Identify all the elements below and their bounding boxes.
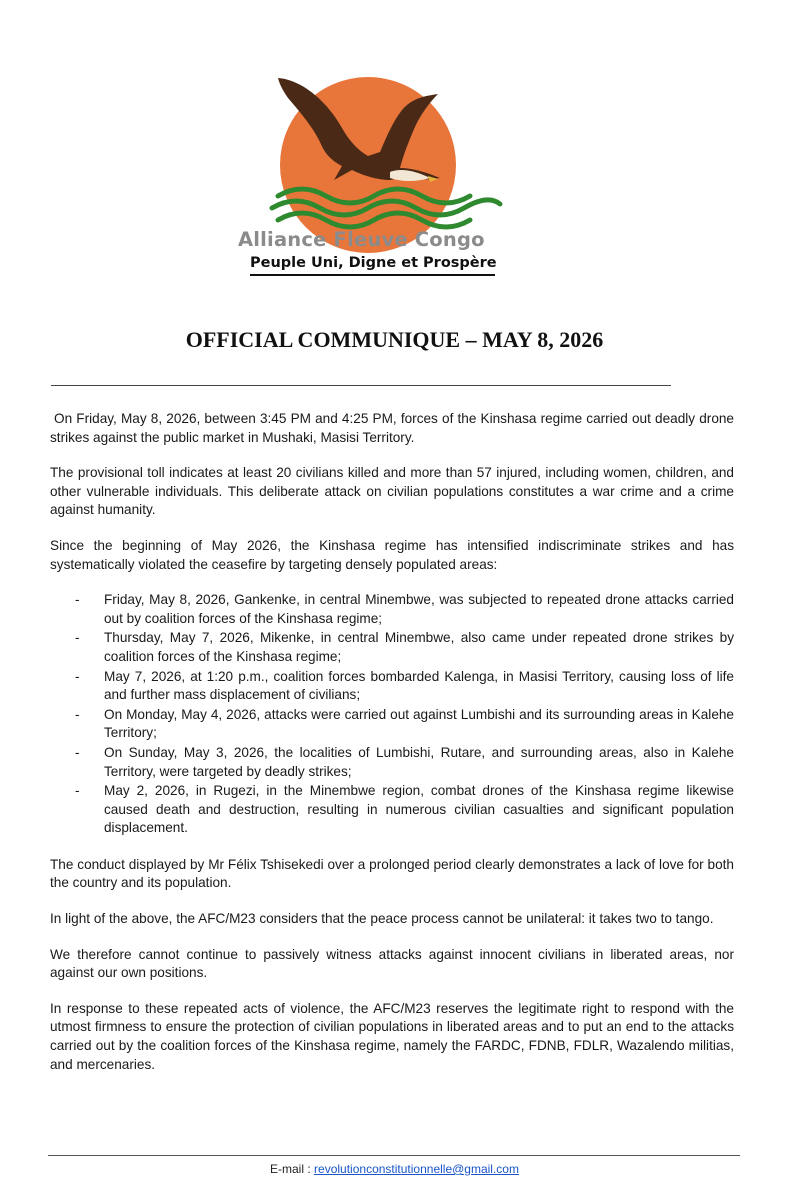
bullet-dash: - bbox=[75, 744, 80, 760]
list-item bbox=[50, 706, 734, 743]
list-item-text: May 7, 2026, at 1:20 p.m., coalition forces bombarded Kalenga, in Masisi Territory, causing loss of life and further mass displacement of civilians; bbox=[104, 668, 734, 703]
list-item-text: On Monday, May 4, 2026, attacks were carried out against Lumbishi and its surrounding areas in Kalehe Territory; bbox=[104, 706, 734, 741]
paragraph: We therefore cannot continue to passively witness attacks against innocent civilians in liberated areas, nor against our own positions. bbox=[50, 946, 734, 981]
list-item bbox=[50, 591, 734, 628]
bullet-dash: - bbox=[75, 668, 80, 684]
communique-body bbox=[50, 410, 734, 1091]
bullet-dash: - bbox=[75, 630, 80, 646]
title-divider bbox=[51, 385, 671, 386]
attack-list bbox=[50, 591, 734, 838]
brand-name: Alliance Fleuve Congo bbox=[238, 228, 485, 251]
list-item-text: May 2, 2026, in Rugezi, in the Minembwe region, combat drones of the Kinshasa regime likewise caused death and destruction, resulting in numerous civilian casualties and significant population displacement. bbox=[104, 783, 734, 836]
bullet-dash: - bbox=[75, 592, 80, 608]
paragraph: The conduct displayed by Mr Félix Tshisekedi over a prolonged period clearly demonstrates a lack of love for both the country and its population. bbox=[50, 856, 734, 891]
list-item-text: Thursday, May 7, 2026, Mikenke, in central Minembwe, also came under repeated drone strikes by coalition forces of the Kinshasa regime; bbox=[104, 630, 734, 664]
list-item bbox=[50, 668, 734, 705]
footer bbox=[0, 1162, 789, 1176]
list-item-text: Friday, May 8, 2026, Gankenke, in central Minembwe, was subjected to repeated drone attacks carried out by coalition forces of the Kinshasa regime; bbox=[104, 592, 734, 626]
email-link[interactable]: revolutionconstitutionnelle@gmail.com bbox=[314, 1162, 519, 1176]
paragraph: On Friday, May 8, 2026, between 3:45 PM and 4:25 PM, forces of the Kinshasa regime carried out deadly drone strikes against the public market in Mushaki, Masisi Territory. bbox=[50, 411, 734, 445]
footer-divider bbox=[48, 1155, 740, 1156]
paragraph: Since the beginning of May 2026, the Kinshasa regime has intensified indiscriminate strikes and has systematically violated the ceasefire by targeting densely populated areas: bbox=[50, 537, 734, 572]
list-item bbox=[50, 629, 734, 666]
list-item-text: On Sunday, May 3, 2026, the localities of Lumbishi, Rutare, and surrounding areas, also in Kalehe Territory, were targeted by deadly strikes; bbox=[104, 744, 734, 779]
email-label: E-mail : bbox=[270, 1162, 311, 1176]
bullet-dash: - bbox=[75, 783, 80, 799]
paragraph: In response to these repeated acts of violence, the AFC/M23 reserves the legitimate right to respond with the utmost firmness to ensure the protection of civilian populations in liberated areas and to put an end to the attacks carried out by the coalition forces of the Kinshasa regime, namely the FARDC, FDNB, FDLR, Wazalendo militias, and mercenaries. bbox=[50, 1000, 734, 1072]
list-item bbox=[50, 744, 734, 781]
brand-tagline: Peuple Uni, Digne et Prospère bbox=[250, 253, 495, 276]
paragraph: In light of the above, the AFC/M23 considers that the peace process cannot be unilateral: it takes two to tango. bbox=[50, 911, 714, 927]
communique-title: OFFICIAL COMMUNIQUE – MAY 8, 2026 bbox=[185, 327, 604, 352]
bullet-dash: - bbox=[75, 706, 80, 722]
paragraph: The provisional toll indicates at least 20 civilians killed and more than 57 injured, including women, children, and other vulnerable individuals. This deliberate attack on civilian populations constitutes a war crime and a crime against humanity. bbox=[50, 465, 734, 518]
list-item bbox=[50, 782, 734, 838]
